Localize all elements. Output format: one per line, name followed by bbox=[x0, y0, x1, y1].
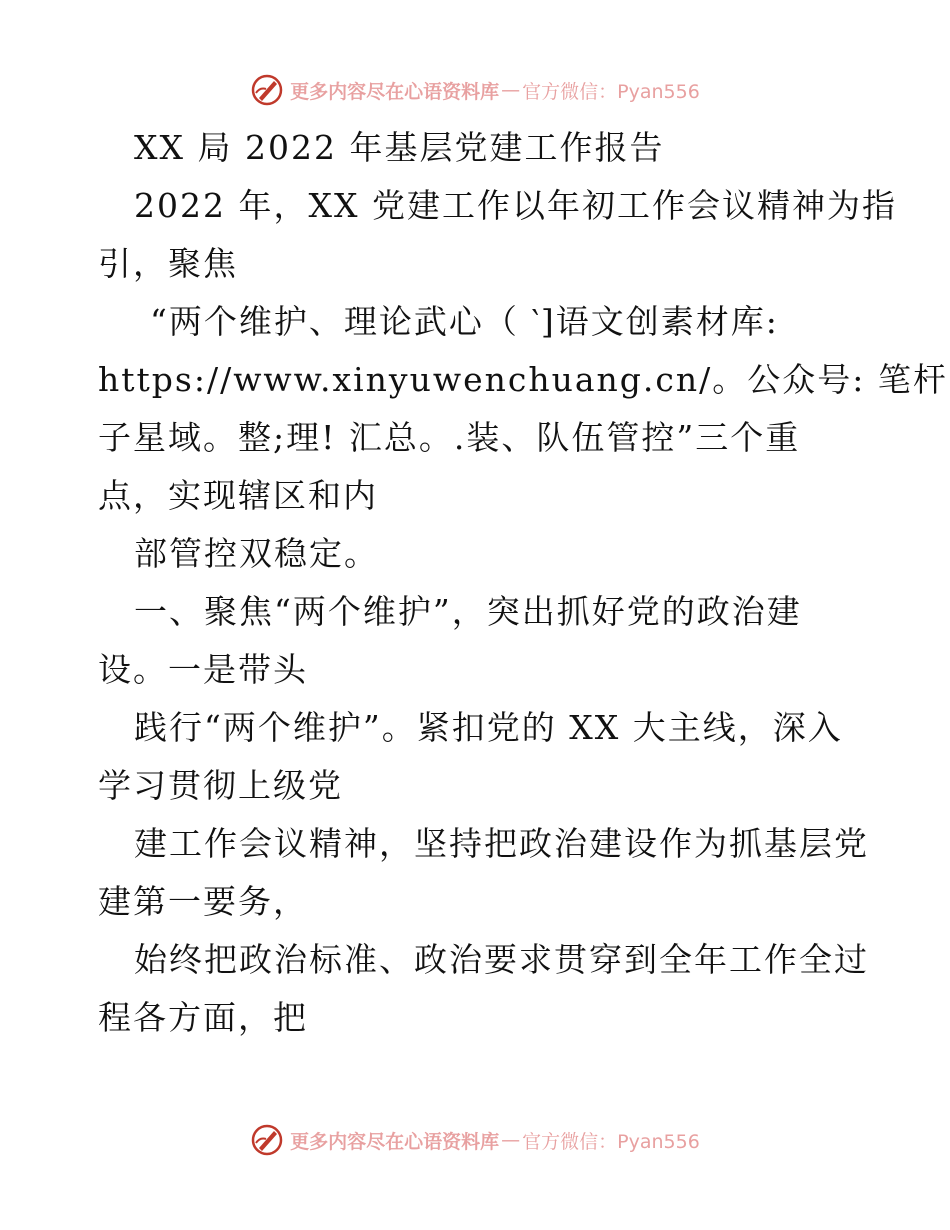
header-watermark bbox=[0, 70, 950, 110]
body-line-7: 部管控双稳定。 bbox=[134, 534, 379, 573]
body-line-2: 引，聚焦 bbox=[98, 244, 238, 283]
body-line-12: 建工作会议精神，坚持把政治建设作为抓基层党 bbox=[134, 824, 869, 863]
body-line-11: 学习贯彻上级党 bbox=[98, 766, 343, 805]
pen-logo-icon bbox=[250, 73, 284, 107]
body-line-15: 程各方面，把 bbox=[98, 998, 308, 1037]
watermark-dash: — bbox=[501, 79, 521, 101]
watermark-text: 更多内容尽在心语资料库 bbox=[290, 1130, 500, 1153]
body-line-4: https://www.xinyuwenchuang.cn/。公众号: 笔杆 bbox=[98, 360, 948, 399]
watermark-text: 更多内容尽在心语资料库 bbox=[290, 80, 500, 103]
body-line-8: 一、聚焦“两个维护”，突出抓好党的政治建 bbox=[134, 592, 802, 631]
body-line-9: 设。一是带头 bbox=[98, 650, 308, 689]
watermark-wechat: 官方微信：Pyan556 bbox=[522, 1130, 700, 1153]
watermark-dash: — bbox=[501, 1129, 521, 1151]
body-line-6: 点，实现辖区和内 bbox=[98, 476, 378, 515]
body-line-13: 建第一要务， bbox=[98, 882, 308, 921]
document-title: XX 局 2022 年基层党建工作报告 bbox=[134, 128, 665, 167]
body-line-10: 践行“两个维护”。紧扣党的 XX 大主线，深入 bbox=[134, 708, 843, 747]
body-line-5: 子星域。整;理! 汇总。.装、队伍管控”三个重 bbox=[98, 418, 801, 457]
body-line-1: 2022 年，XX 党建工作以年初工作会议精神为指 bbox=[134, 186, 897, 225]
footer-watermark bbox=[0, 1120, 950, 1160]
watermark-wechat: 官方微信：Pyan556 bbox=[522, 80, 700, 103]
body-line-14: 始终把政治标准、政治要求贯穿到全年工作全过 bbox=[134, 940, 869, 979]
pen-logo-icon bbox=[250, 1123, 284, 1157]
body-line-3: “两个维护、理论武心（ ‵]语文创素材库: bbox=[150, 302, 779, 341]
